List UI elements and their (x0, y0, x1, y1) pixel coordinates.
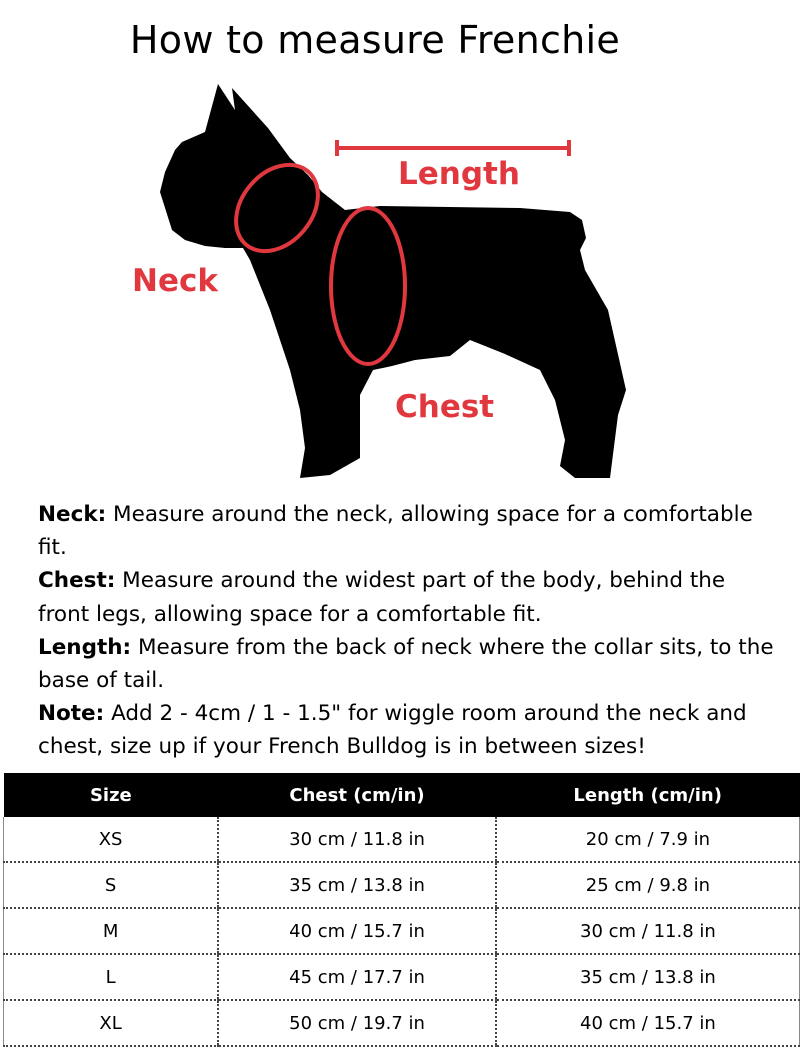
instruction-text: Measure around the neck, allowing space for a comfortable fit. (38, 502, 753, 561)
chest-cell: 35 cm / 13.8 in (218, 862, 496, 908)
table-row (4, 908, 800, 954)
size-cell: L (4, 954, 219, 1000)
table-row (4, 817, 800, 862)
size-chart-table (3, 773, 800, 1047)
instruction-text: Measure around the widest part of the body, behind the front legs, allowing space for a comfortable fit. (38, 568, 726, 627)
measurement-instructions (38, 498, 778, 764)
page-title: How to measure Frenchie (129, 18, 621, 62)
length-cell: 20 cm / 7.9 in (496, 817, 800, 862)
table-header-row (4, 773, 800, 817)
measurement-figure (0, 70, 800, 490)
size-cell: M (4, 908, 219, 954)
dog-body-shape (160, 84, 626, 478)
instruction-term: Chest: (38, 568, 116, 594)
size-cell: XS (4, 817, 219, 862)
neck-label: Neck (132, 263, 218, 299)
chest-cell: 50 cm / 19.7 in (218, 1000, 496, 1046)
french-bulldog-silhouette-icon (0, 70, 800, 490)
length-cell: 25 cm / 9.8 in (496, 862, 800, 908)
instruction-term: Length: (38, 634, 132, 660)
instruction-term: Note: (38, 701, 105, 727)
header-chest: Chest (cm/in) (218, 773, 496, 817)
length-instruction (38, 631, 778, 697)
table-row (4, 1000, 800, 1046)
size-cell: XL (4, 1000, 219, 1046)
chest-label: Chest (395, 389, 495, 425)
chest-instruction (38, 564, 778, 630)
length-cell: 30 cm / 11.8 in (496, 908, 800, 954)
chest-cell: 45 cm / 17.7 in (218, 954, 496, 1000)
instruction-term: Neck: (38, 502, 107, 527)
header-length: Length (cm/in) (496, 773, 800, 817)
length-measure-line (337, 140, 569, 156)
neck-instruction (38, 498, 778, 564)
chest-cell: 40 cm / 15.7 in (218, 908, 496, 954)
header-size: Size (4, 773, 219, 817)
size-cell: S (4, 862, 219, 908)
table-row (4, 954, 800, 1000)
length-label: Length (398, 156, 520, 192)
table-row (4, 862, 800, 908)
chest-cell: 30 cm / 11.8 in (218, 817, 496, 862)
length-cell: 35 cm / 13.8 in (496, 954, 800, 1000)
note-instruction (38, 697, 778, 763)
instruction-text: Add 2 - 4cm / 1 - 1.5" for wiggle room around the neck and chest, size up if your French Bulldog is in between sizes! (38, 701, 747, 760)
instruction-text: Measure from the back of neck where the collar sits, to the base of tail. (38, 634, 774, 694)
length-cell: 40 cm / 15.7 in (496, 1000, 800, 1046)
